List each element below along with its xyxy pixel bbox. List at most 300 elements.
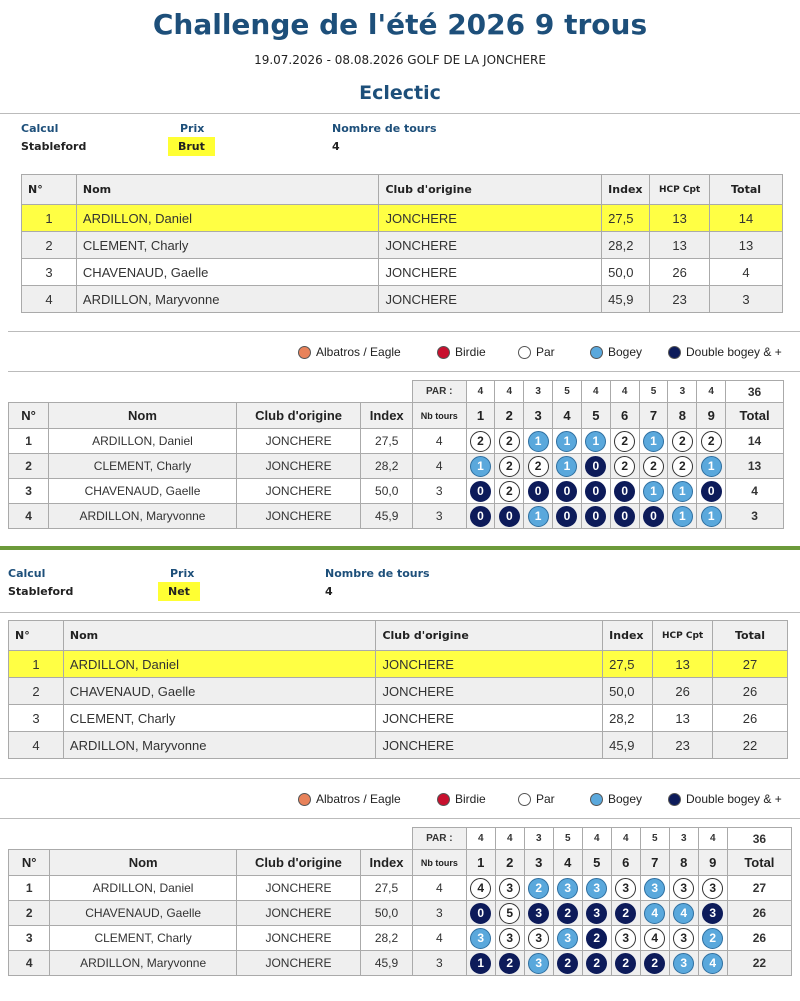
hole-score-bogey: 3 [673,953,694,974]
hole-score-dbl: 0 [614,481,635,502]
player-index: 50,0 [361,901,413,926]
hole-score-dbl: 0 [470,481,491,502]
hole-cell [582,951,611,976]
hole-score-bogey: 1 [470,456,491,477]
divider [0,113,800,114]
hole-cell [582,876,611,901]
player-nb-tours: 4 [412,429,466,454]
table-row [9,504,784,529]
legend-label-birdie: Birdie [455,345,486,359]
player-nb-tours: 3 [412,504,466,529]
table-row [22,259,783,286]
hole-cell [668,429,697,454]
calcul-value: Stableford [21,140,87,153]
hole-score-dbl: 2 [557,903,578,924]
hole-cell [669,951,698,976]
divider [0,778,800,779]
hole-cell [668,504,697,529]
player-index: 50,0 [602,259,650,286]
calcul-label: Calcul [21,122,59,135]
legend-label-bogey: Bogey [608,792,643,806]
hole-score-dbl: 0 [470,903,491,924]
rank-cell: 3 [9,926,50,951]
par-hole-4: 5 [553,828,582,850]
player-total: 3 [710,286,783,313]
player-nb-tours: 4 [412,876,466,901]
hole-score-bogey: 1 [556,456,577,477]
player-club: JONCHERE [236,479,361,504]
tours-label: Nombre de tours [332,122,437,135]
hole-cell [581,429,610,454]
player-total: 27 [727,876,791,901]
hole-cell [639,454,668,479]
col-num-header: N° [9,850,50,876]
player-index: 45,9 [361,951,413,976]
hole-cell [640,901,669,926]
player-club: JONCHERE [376,651,603,678]
hole-score-bogey: 1 [528,506,549,527]
player-name: ARDILLON, Daniel [49,429,237,454]
par-row [9,381,784,403]
hole-score-par: 2 [701,431,722,452]
legend-label-birdie: Birdie [455,792,486,806]
hole-cell [611,901,640,926]
col-club-header: Club d'origine [379,175,602,205]
player-total: 26 [713,678,788,705]
par-hole-3: 3 [524,828,553,850]
hole-cell [466,504,495,529]
par-hole-5: 4 [581,381,610,403]
player-hcp: 13 [650,232,710,259]
hole-cell [495,951,524,976]
legend-item-birdie [437,792,486,806]
player-index: 50,0 [603,678,653,705]
hole-cell [697,479,726,504]
hole-score-par: 2 [528,456,549,477]
player-index: 28,2 [361,454,413,479]
legend-dot-birdie [437,346,450,359]
page-title: Challenge de l'été 2026 9 trous [152,8,648,41]
hole-score-dbl: 0 [556,481,577,502]
hole-score-bogey: 1 [585,431,606,452]
par-total: 36 [727,828,791,850]
hole-cell [610,504,639,529]
hole-cell [466,454,495,479]
player-club: JONCHERE [379,286,602,313]
col-nb-header: Nb tours [412,403,466,429]
hole-header-7: 7 [640,850,669,876]
divider [0,612,800,613]
par-label: PAR : [412,381,466,403]
hole-header-1: 1 [466,403,495,429]
hole-cell [639,479,668,504]
hole-cell [639,504,668,529]
player-total: 22 [727,951,791,976]
hole-cell [524,876,553,901]
player-club: JONCHERE [236,504,361,529]
event-subtitle: 19.07.2026 - 08.08.2026 GOLF DE LA JONCHERE [254,53,546,67]
hole-score-bogey: 1 [528,431,549,452]
rank-cell: 1 [9,651,64,678]
blank-cell [9,828,50,850]
hole-header-8: 8 [668,403,697,429]
rank-cell: 1 [9,876,50,901]
hole-header-8: 8 [669,850,698,876]
prix-block-brut [168,122,215,156]
col-club-header: Club d'origine [236,850,360,876]
player-hcp: 23 [650,286,710,313]
col-nom-header: Nom [49,403,237,429]
hole-score-par: 2 [499,456,520,477]
player-name: CLEMENT, Charly [76,232,379,259]
score-header-row [9,403,784,429]
hole-cell [640,926,669,951]
player-name: CLEMENT, Charly [49,454,237,479]
hole-cell [581,479,610,504]
par-hole-6: 4 [610,381,639,403]
tours-value: 4 [325,585,333,598]
hole-cell [495,901,524,926]
legend-label-par: Par [536,792,555,806]
hole-score-dbl: 0 [614,506,635,527]
player-nb-tours: 4 [412,454,466,479]
hole-cell [495,429,524,454]
col-index-header: Index [361,403,413,429]
hole-cell [697,504,726,529]
divider [8,331,800,332]
hole-score-dbl: 0 [499,506,520,527]
legend-dot-bogey [590,793,603,806]
hole-score-bogey: 3 [557,878,578,899]
player-name: CLEMENT, Charly [63,705,376,732]
par-hole-6: 4 [611,828,640,850]
player-index: 45,9 [602,286,650,313]
hole-score-dbl: 2 [615,953,636,974]
hole-score-dbl: 2 [557,953,578,974]
player-index: 45,9 [361,504,413,529]
player-name: CHAVENAUD, Gaelle [50,901,236,926]
par-label: PAR : [412,828,466,850]
hole-score-bogey: 3 [557,928,578,949]
score-table-brut [8,380,784,529]
col-total-header: Total [710,175,783,205]
hole-cell [466,926,495,951]
par-hole-1: 4 [466,381,495,403]
hole-score-par: 3 [615,928,636,949]
hole-cell [553,901,582,926]
table-row [9,454,784,479]
hole-header-5: 5 [581,403,610,429]
rank-cell: 3 [9,705,64,732]
player-club: JONCHERE [236,901,360,926]
player-index: 28,2 [603,705,653,732]
hole-cell [640,951,669,976]
blank-cell [361,828,413,850]
tours-label: Nombre de tours [325,567,430,580]
rank-cell: 2 [9,901,50,926]
rank-cell: 4 [22,286,77,313]
legend-label-double: Double bogey & + [686,345,782,359]
hole-score-par: 3 [702,878,723,899]
table-row [9,705,788,732]
col-nom-header: Nom [50,850,236,876]
col-num-header: N° [22,175,77,205]
par-hole-1: 4 [466,828,495,850]
hole-score-par: 3 [615,878,636,899]
hole-score-bogey: 2 [702,928,723,949]
hole-score-bogey: 1 [701,506,722,527]
hole-header-9: 9 [697,403,726,429]
section-title: Eclectic [359,82,441,104]
hole-score-par: 3 [528,928,549,949]
legend-dot-birdie [437,793,450,806]
hole-cell [524,504,553,529]
hole-score-dbl: 0 [470,506,491,527]
blank-cell [50,828,236,850]
hole-cell [553,876,582,901]
hole-score-bogey: 3 [470,928,491,949]
player-nb-tours: 3 [412,901,466,926]
col-total-header: Total [727,850,791,876]
hole-score-bogey: 3 [586,878,607,899]
player-name: ARDILLON, Maryvonne [49,504,237,529]
hole-header-6: 6 [611,850,640,876]
hole-header-4: 4 [553,403,582,429]
rank-cell: 2 [9,678,64,705]
hole-cell [524,901,553,926]
table-row [22,232,783,259]
rank-cell: 3 [9,479,49,504]
legend-dot-eagle [298,346,311,359]
legend-dot-par [518,346,531,359]
prix-label: Prix [180,122,205,135]
divider [0,818,800,819]
hole-cell [466,429,495,454]
legend-label-bogey: Bogey [608,345,643,359]
hole-score-bogey: 1 [643,431,664,452]
hole-cell [553,504,582,529]
hole-score-dbl: 0 [643,506,664,527]
par-hole-2: 4 [495,828,524,850]
calcul-value: Stableford [8,585,74,598]
table-row [9,951,792,976]
legend-label-double: Double bogey & + [686,792,782,806]
table-row [9,732,788,759]
hole-cell [610,429,639,454]
hole-cell [524,429,553,454]
legend-label-eagle: Albatros / Eagle [316,345,401,359]
player-name: ARDILLON, Daniel [76,205,379,232]
table-row [9,876,792,901]
col-club-header: Club d'origine [376,621,603,651]
player-hcp: 26 [650,259,710,286]
hole-score-dbl: 3 [528,903,549,924]
tours-block-brut [332,122,437,153]
table-row [9,901,792,926]
hole-cell [640,876,669,901]
hole-score-dbl: 1 [470,953,491,974]
player-total: 26 [713,705,788,732]
rank-cell: 4 [9,732,64,759]
hole-score-par: 4 [644,928,665,949]
legend-item-bogey [590,345,642,359]
legend-item-double [668,792,782,806]
hole-header-1: 1 [466,850,495,876]
prix-badge: Brut [168,137,215,156]
player-index: 28,2 [361,926,413,951]
legend-item-eagle [298,792,401,806]
hole-cell [698,901,727,926]
player-total: 22 [713,732,788,759]
legend-item-par [518,792,555,806]
legend-item-eagle [298,345,401,359]
player-name: ARDILLON, Maryvonne [76,286,379,313]
hole-header-4: 4 [553,850,582,876]
player-club: JONCHERE [236,454,361,479]
hole-score-dbl: 2 [586,953,607,974]
hole-cell [610,454,639,479]
legend-dot-bogey [590,346,603,359]
par-hole-8: 3 [669,828,698,850]
hole-cell [466,951,495,976]
player-club: JONCHERE [376,705,603,732]
player-hcp: 26 [653,678,713,705]
player-club: JONCHERE [376,732,603,759]
hole-header-3: 3 [524,850,553,876]
hole-score-bogey: 1 [556,431,577,452]
hole-header-6: 6 [610,403,639,429]
section-divider [0,546,800,550]
col-hcp-header: HCP Cpt [650,175,710,205]
par-hole-4: 5 [553,381,582,403]
player-total: 13 [726,454,784,479]
table-row [22,205,783,232]
hole-score-par: 3 [499,878,520,899]
calcul-block-net [8,567,73,598]
hole-cell [669,876,698,901]
hole-score-bogey: 1 [643,481,664,502]
prix-block-net [158,567,200,601]
ranking-table-brut [21,174,783,313]
player-index: 27,5 [602,205,650,232]
player-name: ARDILLON, Daniel [63,651,376,678]
score-table-net [8,827,792,976]
hole-cell [524,951,553,976]
legend-dot-double [668,793,681,806]
hole-score-par: 3 [673,928,694,949]
hole-score-dbl: 2 [644,953,665,974]
hole-header-2: 2 [495,850,524,876]
hole-cell [668,454,697,479]
player-name: CLEMENT, Charly [50,926,236,951]
player-name: ARDILLON, Daniel [50,876,236,901]
col-num-header: N° [9,621,64,651]
rank-cell: 2 [22,232,77,259]
hole-score-par: 4 [470,878,491,899]
hole-cell [495,504,524,529]
blank-cell [49,381,237,403]
col-total-header: Total [713,621,788,651]
col-hcp-header: HCP Cpt [653,621,713,651]
player-total: 4 [726,479,784,504]
hole-score-dbl: 2 [499,953,520,974]
hole-score-par: 2 [614,431,635,452]
player-club: JONCHERE [379,259,602,286]
col-index-header: Index [361,850,413,876]
calcul-block-brut [21,122,86,153]
legend-label-par: Par [536,345,555,359]
hole-cell [611,951,640,976]
rank-cell: 4 [9,504,49,529]
hole-cell [553,926,582,951]
blank-cell [9,381,49,403]
hole-cell [697,454,726,479]
hole-score-bogey: 4 [673,903,694,924]
hole-cell [524,454,553,479]
hole-score-par: 2 [614,456,635,477]
par-row [9,828,792,850]
player-name: CHAVENAUD, Gaelle [49,479,237,504]
hole-cell [553,429,582,454]
player-total: 27 [713,651,788,678]
hole-score-par: 2 [672,431,693,452]
hole-score-dbl: 0 [528,481,549,502]
table-row [9,651,788,678]
player-total: 26 [727,926,791,951]
ranking-table-net [8,620,788,759]
player-index: 27,5 [361,876,413,901]
par-hole-8: 3 [668,381,697,403]
legend-dot-double [668,346,681,359]
hole-score-bogey: 3 [644,878,665,899]
tours-block-net [325,567,430,598]
hole-header-3: 3 [524,403,553,429]
hole-score-dbl: 0 [701,481,722,502]
hole-cell [466,479,495,504]
table-row [9,678,788,705]
col-total-header: Total [726,403,784,429]
player-hcp: 13 [650,205,710,232]
player-club: JONCHERE [236,429,361,454]
player-total: 14 [710,205,783,232]
hole-score-bogey: 1 [672,506,693,527]
hole-header-7: 7 [639,403,668,429]
hole-cell [698,926,727,951]
hole-score-par: 5 [499,903,520,924]
par-hole-7: 5 [640,828,669,850]
hole-header-9: 9 [698,850,727,876]
table-row [9,926,792,951]
hole-cell [466,876,495,901]
player-index: 27,5 [603,651,653,678]
score-header-row [9,850,792,876]
par-hole-2: 4 [495,381,524,403]
legend-label-eagle: Albatros / Eagle [316,792,401,806]
hole-score-bogey: 1 [672,481,693,502]
legend-item-double [668,345,782,359]
hole-cell [582,901,611,926]
hole-score-dbl: 0 [585,456,606,477]
player-club: JONCHERE [379,205,602,232]
player-name: ARDILLON, Maryvonne [63,732,376,759]
player-index: 45,9 [603,732,653,759]
col-club-header: Club d'origine [236,403,361,429]
hole-cell [553,951,582,976]
table-row [9,429,784,454]
hole-cell [669,901,698,926]
player-index: 50,0 [361,479,413,504]
table-row [22,286,783,313]
